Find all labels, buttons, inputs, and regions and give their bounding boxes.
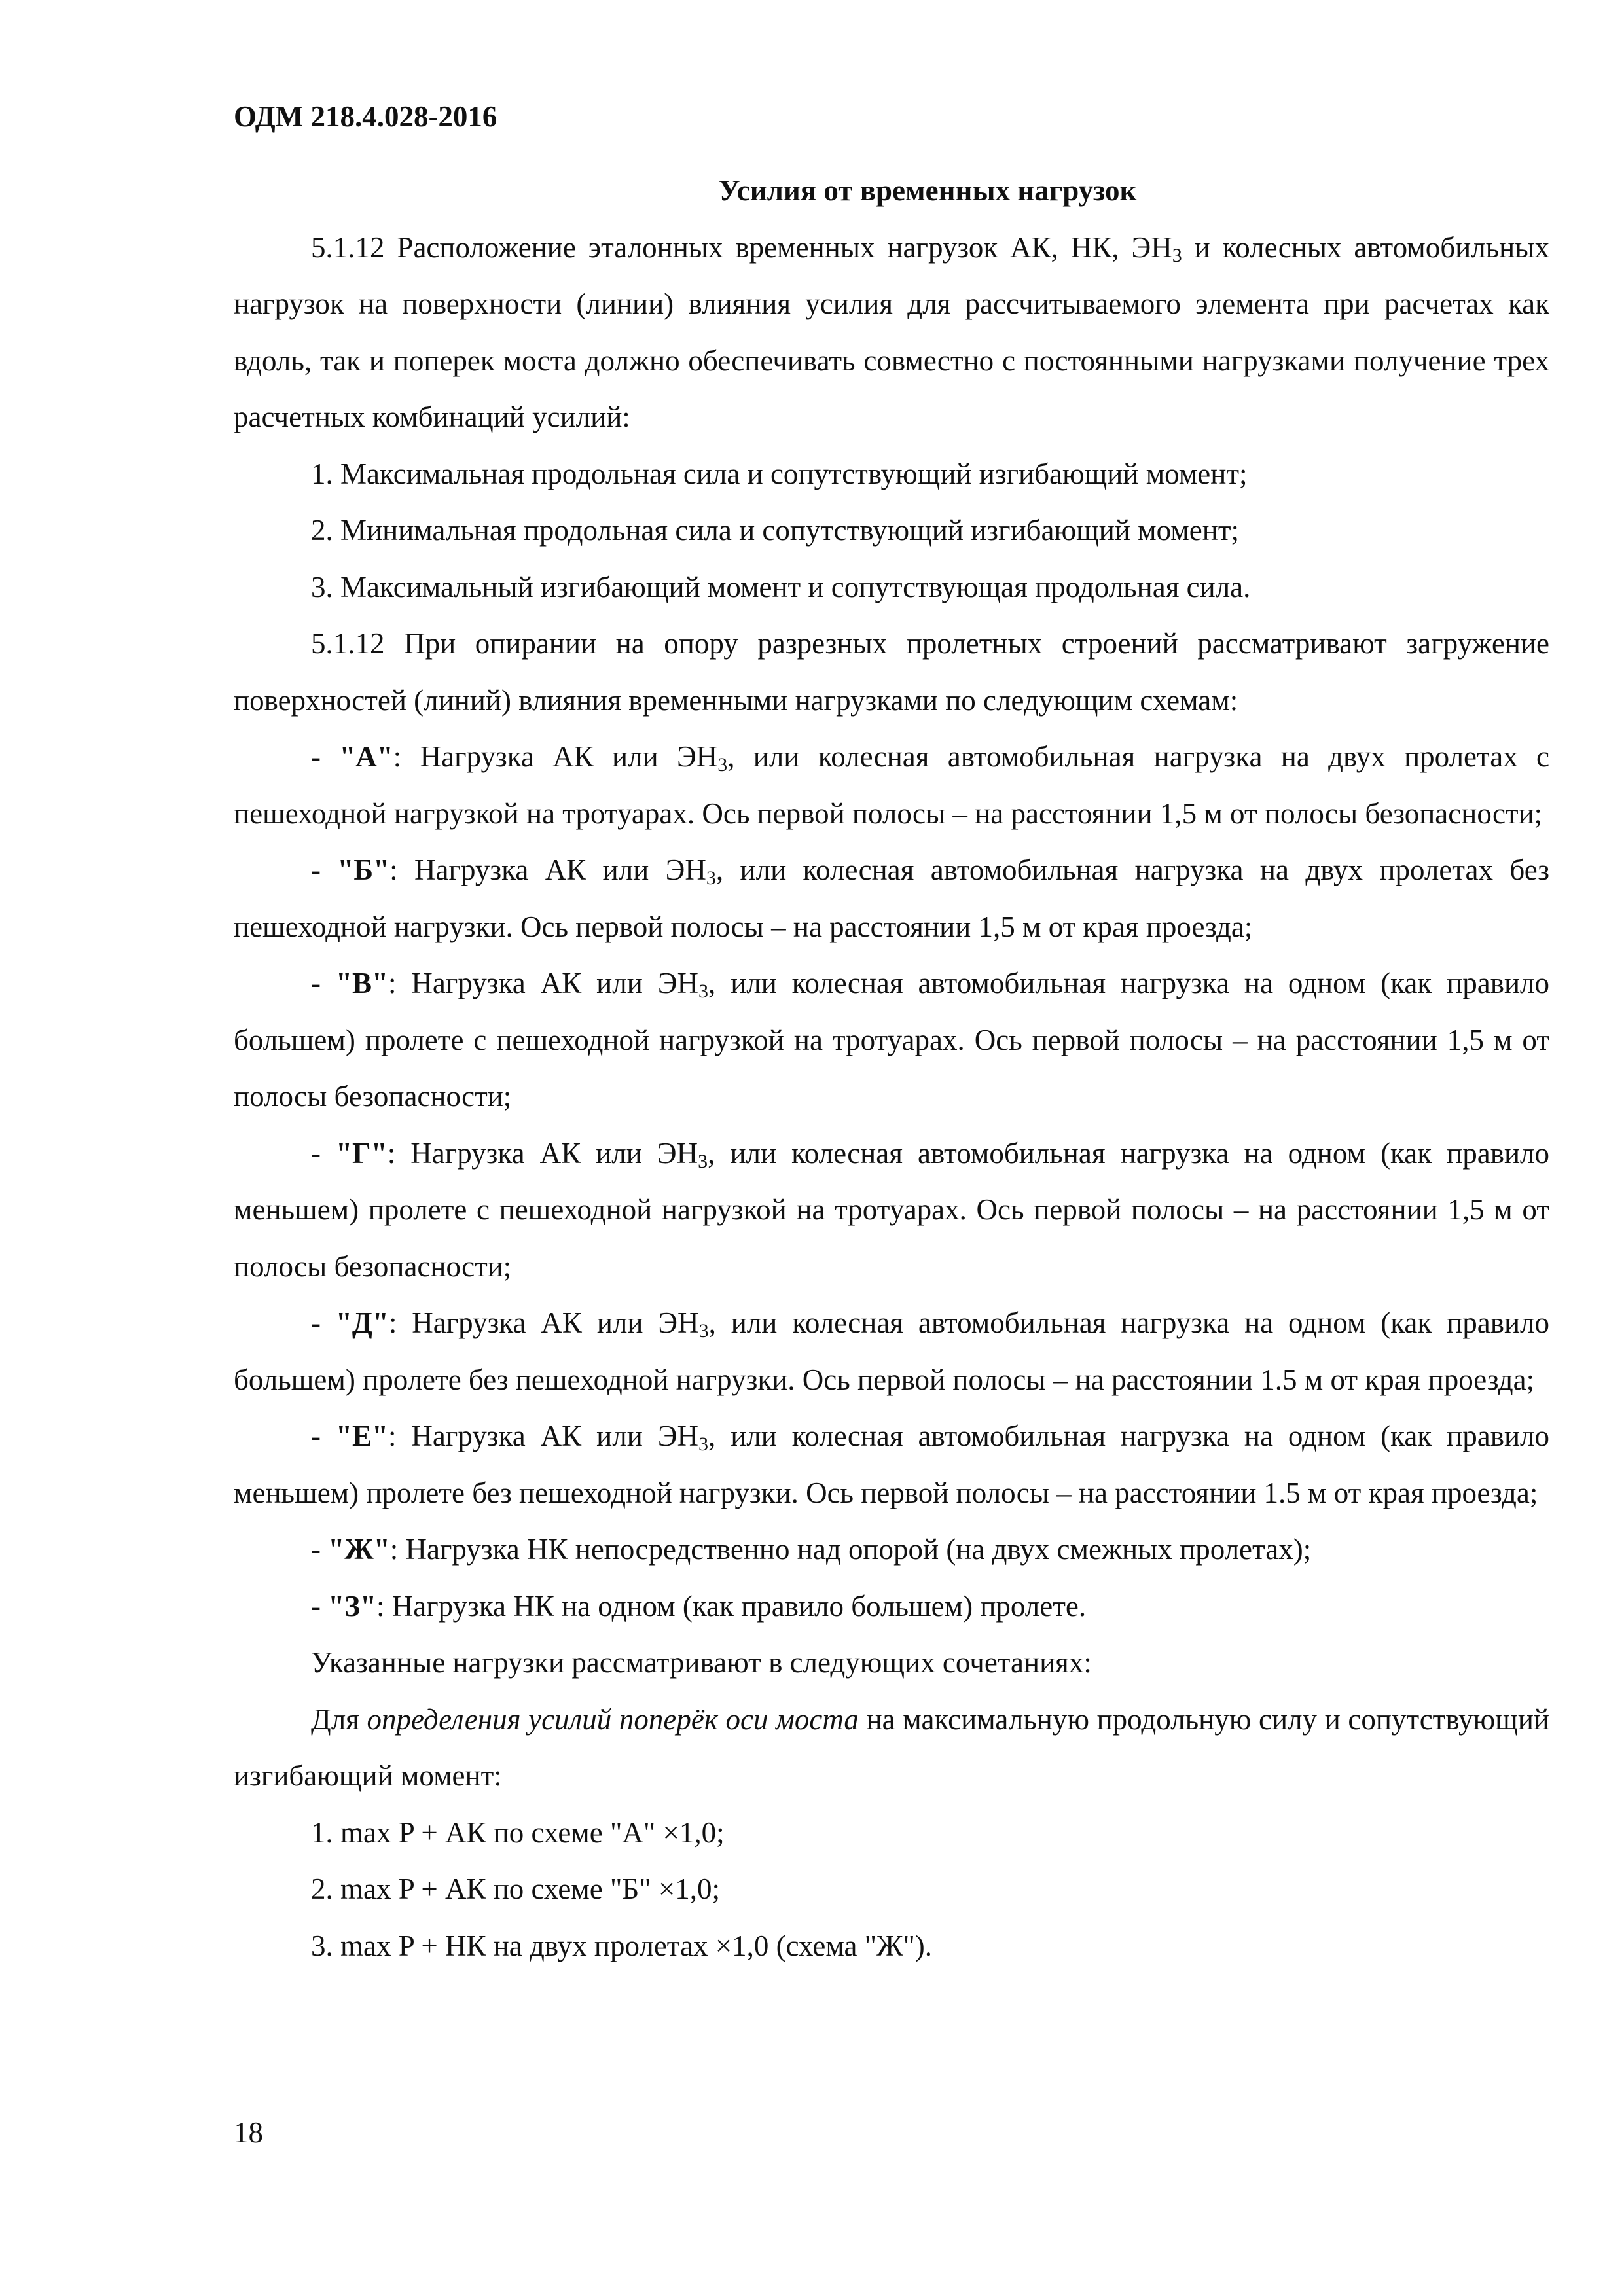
scheme-b: - "Б": Нагрузка АК или $ЭН_3$, или колесная автомобильная нагрузка на двух пролетах без пешеходной нагрузки. Ось первой полосы – на расстоянии 1,5 м от края проезда; xyxy=(234,853,1549,943)
combination-item: 1. max P + АК по схеме "А" ×1,0; xyxy=(311,1816,725,1849)
combination-item: 3. max P + НК на двух пролетах ×1,0 (схема "Ж"). xyxy=(311,1929,933,1962)
scheme-d: - "Д": Нагрузка АК или $ЭН_3$, или колесная автомобильная нагрузка на одном (как правило большем) пролете без пешеходной нагрузки. Ось первой полосы – на расстоянии 1.5 м от края проезда; xyxy=(234,1306,1549,1396)
combination-item: 2. max P + АК по схеме "Б" ×1,0; xyxy=(311,1873,720,1905)
paragraph-5-1-12-b: 5.1.12 При опирании на опору разрезных пролетных строений рассматривают загружение поверхностей (линий) влияния временными нагрузками по следующим схемам: xyxy=(234,627,1549,717)
scheme-v: - "В": Нагрузка АК или $ЭН_3$, или колесная автомобильная нагрузка на одном (как правило большем) пролете с пешеходной нагрузкой на тротуарах. Ось первой полосы – на расстоянии 1,5 м от полосы безопасности; xyxy=(234,967,1549,1113)
combinations-intro: Указанные нагрузки рассматривают в следующих сочетаниях: xyxy=(311,1646,1092,1679)
scheme-g: - "Г": Нагрузка АК или $ЭН_3$, или колесная автомобильная нагрузка на одном (как правило меньшем) пролете с пешеходной нагрузкой на тротуарах. Ось первой полосы – на расстоянии 1,5 м от полосы безопасности; xyxy=(234,1136,1549,1283)
paragraph-5-1-12-a: 5.1.12 Расположение эталонных временных нагрузок АК, НК, $ЭН_3$ и колесных автомобильных нагрузок на поверхности (линии) влияния усилия для рассчитываемого элемента при расчетах как вдоль, так и поперек моста должно обеспечивать совместно с постоянными нагрузками получение трех расчетных комбинаций усилий: xyxy=(234,230,1549,433)
list-item: 3. Максимальный изгибающий момент и сопутствующая продольная сила. xyxy=(311,570,1251,603)
page-number: 18 xyxy=(234,2116,263,2149)
scheme-z: - "З": Нагрузка НК на одном (как правило большем) пролете. xyxy=(311,1589,1087,1623)
scheme-a: - "А": Нагрузка АК или $ЭН_3$, или колесная автомобильная нагрузка на двух пролетах с пешеходной нагрузкой на тротуарах. Ось первой полосы – на расстоянии 1,5 м от полосы безопасности; xyxy=(234,740,1549,830)
scheme-e: - "Е": Нагрузка АК или $ЭН_3$, или колесная автомобильная нагрузка на одном (как правило меньшем) пролете без пешеходной нагрузки. Ось первой полосы – на расстоянии 1.5 м от края проезда; xyxy=(234,1420,1549,1509)
scheme-zh: - "Ж": Нагрузка НК непосредственно над опорой (на двух смежных пролетах); xyxy=(311,1533,1312,1566)
list-item: 2. Минимальная продольная сила и сопутствующий изгибающий момент; xyxy=(311,514,1239,547)
transverse-forces-paragraph: Для определения усилий поперёк оси моста на максимальную продольную силу и сопутствующий изгибающий момент: xyxy=(234,1702,1549,1792)
list-item: 1. Максимальная продольная сила и сопутствующий изгибающий момент; xyxy=(311,457,1248,490)
document-code-header: ОДМ 218.4.028-2016 xyxy=(234,100,497,133)
page-content xyxy=(234,162,1549,1974)
section-title: Усилия от временных нагрузок xyxy=(718,174,1137,207)
